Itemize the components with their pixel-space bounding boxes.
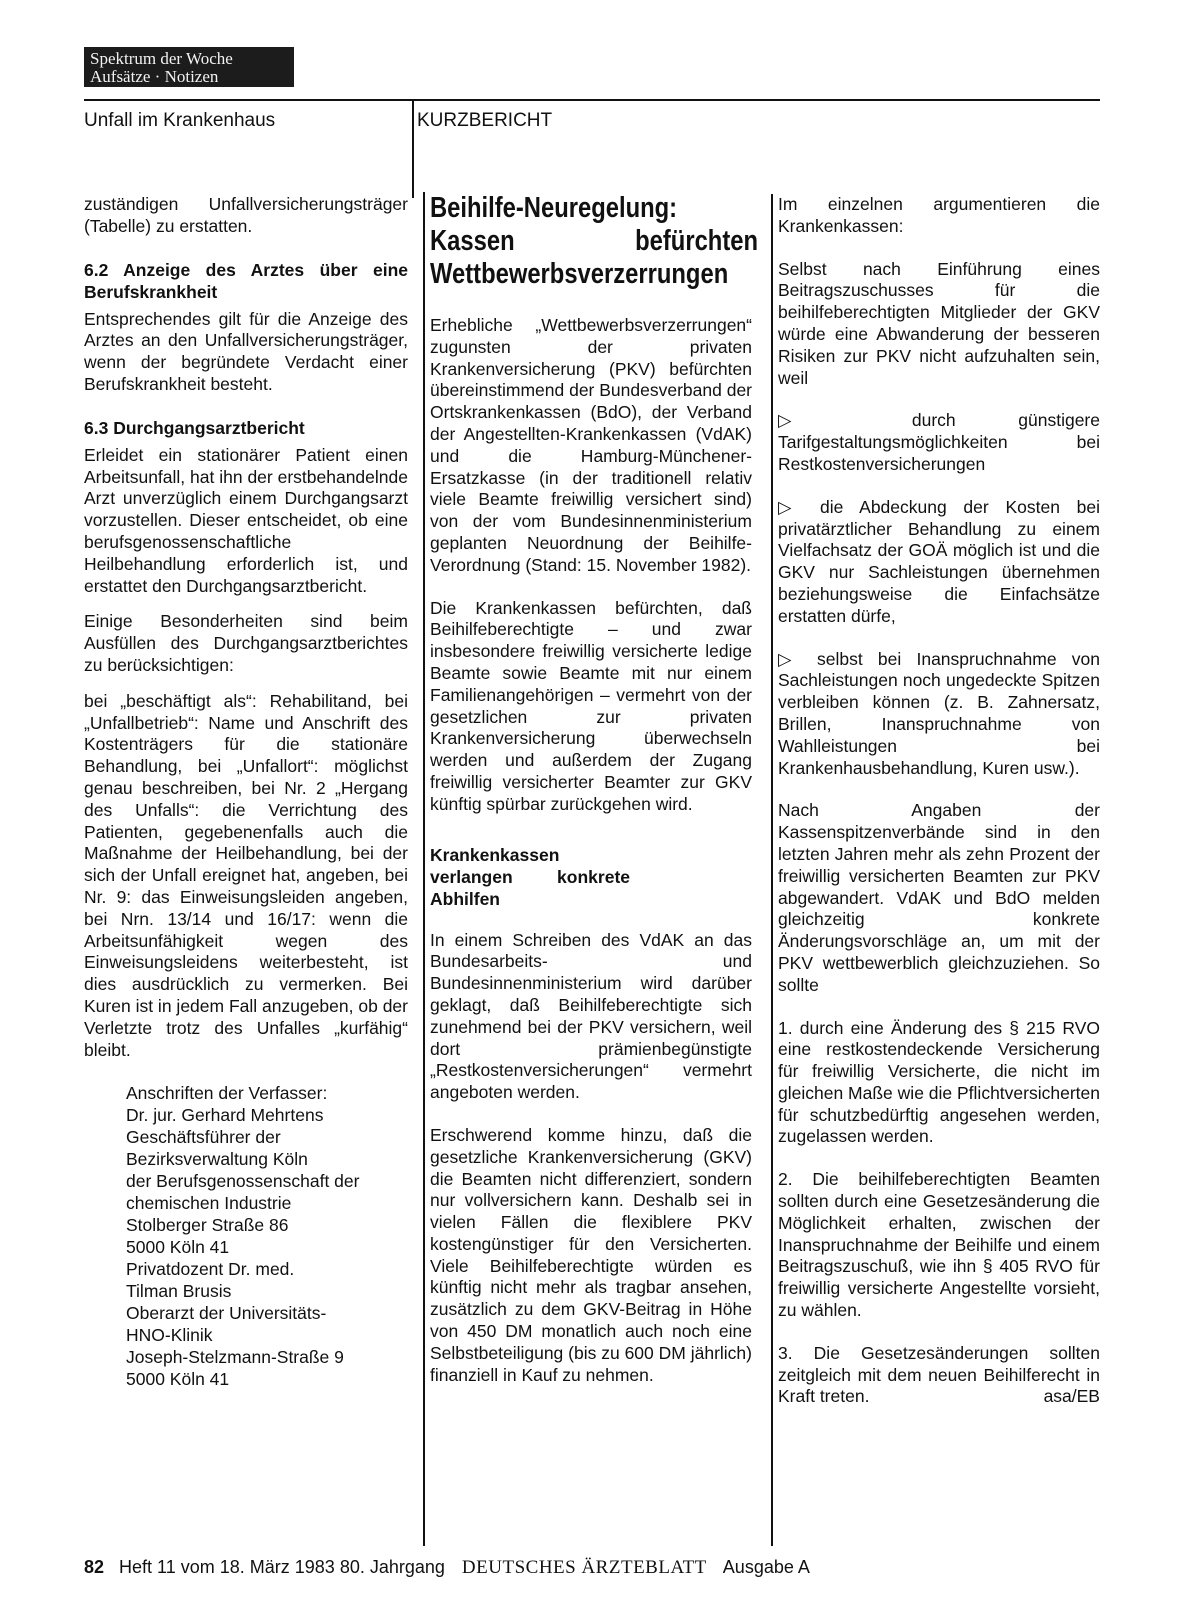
- col2-paragraph-2: Die Krankenkassen befürchten, daß Beihilfeberechtigte – und zwar insbesondere freiwillig versicherte ledige Beamte sowie Beamte mit nur einem Familienangehörigen – vermehrt von der gesetzlichen zur privaten Krankenversicherung überwechseln werden und außerdem der Zugang freiwillig versicherter Beamter zur GKV künftig spürbar zurückgehen wird.: [430, 597, 752, 814]
- col3-bullet-2: ▷ die Abdeckung der Kosten bei privatärztlicher Behandlung zu einem Vielfachsatz der GOÄ möglich ist und die GKV nur Sachleistungen übernehmen beziehungsweise die Einfachsätze erstatten dürfe,: [778, 496, 1100, 626]
- address-line: Oberarzt der Universitäts-: [126, 1303, 327, 1324]
- address-line: HNO-Klinik: [126, 1325, 213, 1346]
- address-line: Joseph-Stelzmann-Straße 9: [126, 1347, 344, 1368]
- address-line: Stolberger Straße 86: [126, 1215, 289, 1236]
- col1-paragraph-1: Entsprechendes gilt für die Anzeige des Arztes an den Unfallversicherungsträger, wenn der begründete Verdacht einer Berufskrankheit besteht.: [84, 308, 408, 394]
- address-line: Tilman Brusis: [126, 1281, 232, 1302]
- signoff: asa/EB: [1043, 1386, 1100, 1407]
- col1-paragraph-0: zuständigen Unfallversicherungsträger (Tabelle) zu erstatten.: [84, 194, 408, 236]
- col3-bullet-3: ▷ selbst bei Inanspruchnahme von Sachleistungen noch ungedeckte Spitzen verbleiben können (z. B. Zahnersatz, Brillen, Inanspruchnahme von Wahlleistungen bei Krankenhausbehandlung, Kuren usw.).: [778, 648, 1100, 778]
- address-line: der Berufsgenossenschaft der: [126, 1171, 360, 1192]
- address-line: Geschäftsführer der: [126, 1127, 281, 1148]
- page-number: 82: [84, 1557, 105, 1577]
- col3-item-2: 2. Die beihilfeberechtigten Beamten sollten durch eine Gesetzesänderung die Möglichkeit erhalten, zwischen der Inanspruchnahme der Beihilfe und einem Beitragszuschuß, wie ihn § 405 RVO für freiwillig versicherte Angestellte vorsieht, zu wählen.: [778, 1169, 1100, 1321]
- issue-info: Heft 11 vom 18. März 1983 80. Jahrgang: [119, 1557, 445, 1577]
- col3-paragraph-1: Im einzelnen argumentieren die Krankenkassen:: [778, 194, 1100, 236]
- col2-subheading: Krankenkassen verlangen konkrete Abhilfen: [430, 844, 630, 909]
- col3-bullet-1: ▷ durch günstigere Tarifgestaltungsmöglichkeiten bei Restkostenversicherungen: [778, 410, 1100, 474]
- header-rule: [84, 99, 1100, 101]
- edition: Ausgabe A: [722, 1557, 810, 1577]
- badge-line-1: Spektrum der Woche: [90, 49, 233, 68]
- col3-item-3-text: 3. Die Gesetzesänderungen sollten zeitgleich mit dem neuen Beihilferecht in Kraft treten.: [778, 1342, 1100, 1407]
- col1-subheading-6-3: 6.3 Durchgangsarztbericht: [84, 417, 305, 438]
- col2-paragraph-3: In einem Schreiben des VdAK an das Bundesarbeits- und Bundesinnenministerium wird darüber geklagt, daß Beihilfeberechtigte sich zunehmend bei der PKV versichern, weil dort prämienbegünstigte „Restkostenversicherungen“ vermehrt angeboten werden.: [430, 929, 752, 1103]
- col2-paragraph-1: Erhebliche „Wettbewerbsverzerrungen“ zugunsten der privaten Krankenversicherung (PKV) befürchten übereinstimmend der Bundesverband der Ortskrankenkassen (BdO), der Verband der Angestellten-Krankenkassen (VdAK) und die Hamburg-Münchener-Ersatzkasse (in der traditionell relativ viele Beamte freiwillig versichert sind) von der vom Bundesinnenministerium geplanten Neuordnung der Beihilfe-Verordnung (Stand: 15. November 1982).: [430, 315, 752, 575]
- address-line: chemischen Industrie: [126, 1193, 292, 1214]
- section-badge: [84, 47, 294, 87]
- running-head-right: KURZBERICHT: [417, 110, 553, 131]
- article-headline: Beihilfe-Neuregelung: Kassen befürchten Wettbewerbsverzerrungen: [430, 192, 758, 290]
- address-line: 5000 Köln 41: [126, 1237, 230, 1258]
- col1-paragraph-4: bei „beschäftigt als“: Rehabilitand, bei „Unfallbetrieb“: Name und Anschrift des Kostenträgers für die stationäre Behandlung, bei „Unfallort“: möglichst genau beschreiben, bei Nr. 2 „Hergang des Unfalls“: die Verrichtung des Patienten, gegebenenfalls auch die Maßnahme der Heilbehandlung, bei der sich der Unfall ereignet hat, angeben, bei Nr. 9: das Einweisungsleiden angeben, bei Nrn. 13/14 und 16/17: wenn die Arbeitsunfähigkeit wegen des Einweisungsleidens weiterbesteht, ist dies ausdrücklich zu vermerken. Bei Kuren ist in jedem Fall anzugeben, ob der Verletzte trotz des Unfalles „kurfähig“ bleibt.: [84, 690, 408, 1060]
- column-2: [423, 192, 758, 1546]
- badge-line-2: Aufsätze · Notizen: [90, 67, 219, 86]
- col3-item-3: [778, 1343, 1100, 1408]
- page-footer: [84, 1557, 810, 1579]
- col3-paragraph-2: Selbst nach Einführung eines Beitragszuschusses für die beihilfeberechtigten Mitglieder der GKV würde eine Abwanderung der besseren Risiken zur PKV nicht aufzuhalten sein, weil: [778, 258, 1100, 388]
- column-1: [84, 194, 408, 1390]
- col3-item-1: 1. durch eine Änderung des § 215 RVO eine restkostendeckende Versicherung für freiwillig Versicherte, die nicht im gleichen Maße wie die Pflichtversicherten für schutzbedürftig angesehen werden, zugelassen werden.: [778, 1017, 1100, 1147]
- col1-subheading-6-2: 6.2 Anzeige des Arztes über eine Berufskrankheit: [84, 259, 408, 302]
- address-line: Privatdozent Dr. med.: [126, 1259, 295, 1280]
- author-addresses: [84, 1082, 408, 1390]
- address-line: Dr. jur. Gerhard Mehrtens: [126, 1105, 324, 1126]
- column-3: [771, 194, 1100, 1546]
- address-line: Anschriften der Verfasser:: [126, 1083, 328, 1104]
- magazine-title: DEUTSCHES ÄRZTEBLATT: [461, 1557, 707, 1578]
- col1-paragraph-2: Erleidet ein stationärer Patient einen Arbeitsunfall, hat ihn der erstbehandelnde Arzt unverzüglich einem Durchgangsarzt vorzustellen. Dieser entscheidet, ob eine berufsgenossenschaftliche Heilbehandlung erforderlich ist, und erstattet den Durchgangsarztbericht.: [84, 444, 408, 596]
- running-head-left: Unfall im Krankenhaus: [84, 110, 276, 131]
- address-line: 5000 Köln 41: [126, 1369, 230, 1390]
- col2-paragraph-4: Erschwerend komme hinzu, daß die gesetzliche Krankenversicherung (GKV) die Beamten nicht differenziert, sondern nur vollversichern kann. Deshalb sei in vielen Fällen die flexiblere PKV kostengünstiger für den Versicherten. Viele Beihilfeberechtigte würden es künftig nicht mehr als tragbar ansehen, zusätzlich zu dem GKV-Beitrag in Höhe von 450 DM monatlich auch noch eine Selbstbeteiligung (bis zu 600 DM jährlich) finanziell in Kauf zu nehmen.: [430, 1124, 752, 1385]
- header-column-rule: [412, 101, 414, 198]
- col3-paragraph-3: Nach Angaben der Kassenspitzenverbände sind in den letzten Jahren mehr als zehn Prozent der freiwillig versicherten Beamten zur PKV abgewandert. VdAK und BdO melden gleichzeitig konkrete Änderungsvorschläge an, um mit der PKV wettbewerblich gleichzuziehen. So sollte: [778, 800, 1100, 995]
- address-line: Bezirksverwaltung Köln: [126, 1149, 308, 1170]
- col1-paragraph-3: Einige Besonderheiten sind beim Ausfüllen des Durchgangsarztberichtes zu berücksichtigen:: [84, 611, 408, 675]
